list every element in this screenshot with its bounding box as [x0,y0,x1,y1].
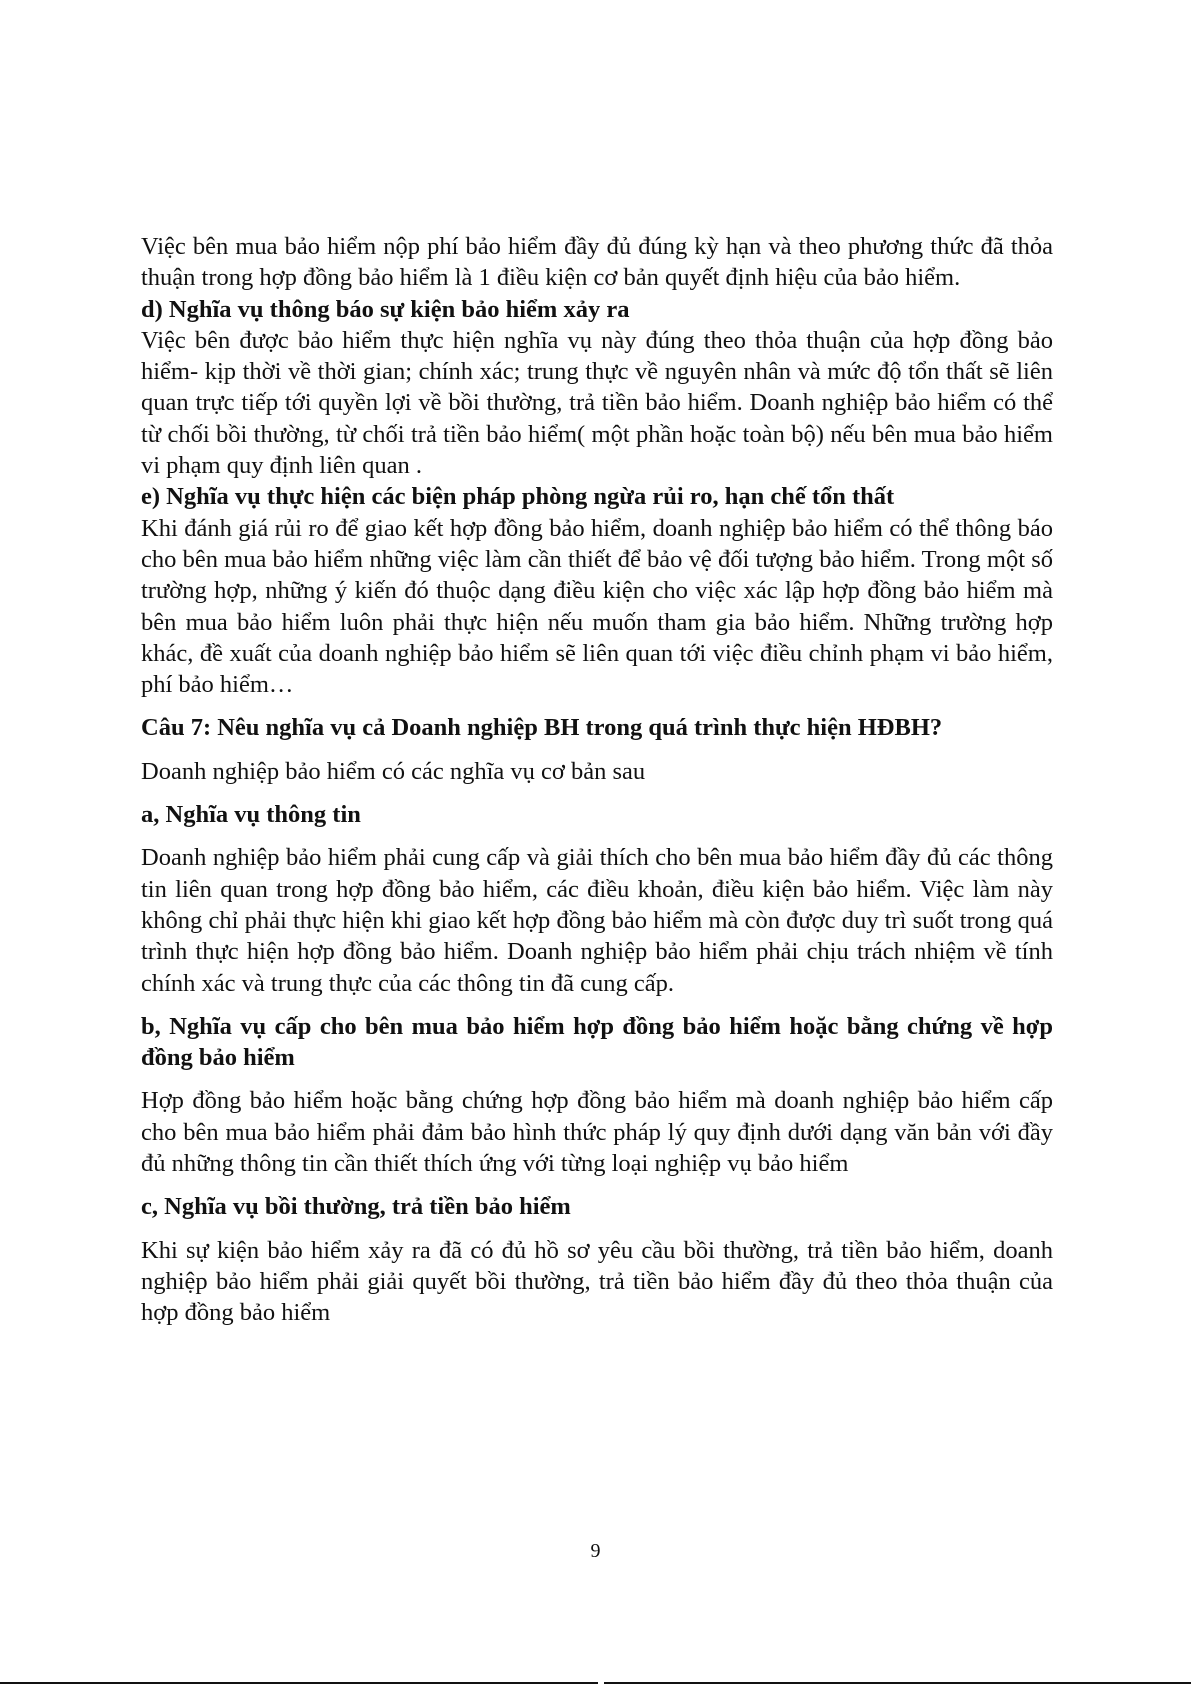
paragraph-contract-issuance-obligation: Hợp đồng bảo hiểm hoặc bằng chứng hợp đồng bảo hiểm mà doanh nghiệp bảo hiểm cấp cho bên mua bảo hiểm phải đảm bảo hình thức pháp lý quy định dưới dạng văn bản với đầy đủ những thông tin cần thiết thích ứng với từng loại nghiệp vụ bảo hiểm [141,1087,1053,1178]
heading-notify-insured-event: d) Nghĩa vụ thông báo sự kiện bảo hiểm xảy ra [141,295,630,323]
heading-contract-issuance-obligation: b, Nghĩa vụ cấp cho bên mua bảo hiểm hợp đồng bảo hiểm hoặc bằng chứng về hợp đồng bảo hiểm [141,1012,1053,1072]
page-number: 9 [590,1540,601,1562]
paragraph-premium-payment: Việc bên mua bảo hiểm nộp phí bảo hiểm đầy đủ đúng kỳ hạn và theo phương thức đã thỏa thuận trong hợp đồng bảo hiểm là 1 điều kiện cơ bản quyết định hiệu của bảo hiểm. [141,233,1053,292]
footer-rule-left [0,1682,598,1684]
paragraph-compensation-obligation: Khi sự kiện bảo hiểm xảy ra đã có đủ hồ sơ yêu cầu bồi thường, trả tiền bảo hiểm, doanh nghiệp bảo hiểm phải giải quyết bồi thường, trả tiền bảo hiểm đầy đủ theo thỏa thuận của hợp đồng bảo hiểm [141,1236,1053,1327]
document-body [141,231,1053,1329]
footer-rule-right [604,1682,1191,1684]
paragraph-risk-prevention: Khi đánh giá rủi ro để giao kết hợp đồng bảo hiểm, doanh nghiệp bảo hiểm có thể thông báo cho bên mua bảo hiểm những việc làm cần thiết để bảo vệ đối tượng bảo hiểm. Trong một số trường hợp, những ý kiến đó thuộc dạng điều kiện cho việc xác lập hợp đồng bảo hiểm mà bên mua bảo hiểm luôn phải thực hiện nếu muốn tham gia bảo hiểm. Những trường hợp khác, đề xuất của doanh nghiệp bảo hiểm sẽ liên quan tới việc điều chỉnh phạm vi bảo hiểm, phí bảo hiểm… [141,514,1053,699]
heading-risk-prevention: e) Nghĩa vụ thực hiện các biện pháp phòng ngừa rủi ro, hạn chế tổn thất [141,483,895,511]
heading-question-7: Câu 7: Nêu nghĩa vụ cả Doanh nghiệp BH trong quá trình thực hiện HĐBH? [141,714,943,742]
heading-compensation-obligation: c, Nghĩa vụ bồi thường, trả tiền bảo hiểm [141,1193,571,1221]
heading-information-obligation: a, Nghĩa vụ thông tin [141,801,361,829]
paragraph-notify-insured-event: Việc bên được bảo hiểm thực hiện nghĩa vụ này đúng theo thỏa thuận của hợp đồng bảo hiểm- kịp thời về thời gian; chính xác; trung thực về nguyên nhân và mức độ tổn thất sẽ liên quan trực tiếp tới quyền lợi về bồi thường, trả tiền bảo hiểm. Doanh nghiệp bảo hiểm có thể từ chối bồi thường, từ chối trả tiền bảo hiểm( một phần hoặc toàn bộ) nếu bên mua bảo hiểm vi phạm quy định liên quan . [141,326,1053,480]
paragraph-insurer-obligations-intro: Doanh nghiệp bảo hiểm có các nghĩa vụ cơ bản sau [141,757,646,785]
paragraph-information-obligation: Doanh nghiệp bảo hiểm phải cung cấp và giải thích cho bên mua bảo hiểm đầy đủ các thông tin liên quan trong hợp đồng bảo hiểm, các điều khoản, điều kiện bảo hiểm. Việc làm này không chỉ phải thực hiện khi giao kết hợp đồng bảo hiểm mà còn được duy trì suốt trong quá trình thực hiện hợp đồng bảo hiểm. Doanh nghiệp bảo hiểm phải chịu trách nhiệm về tính chính xác và trung thực của các thông tin đã cung cấp. [141,844,1053,997]
